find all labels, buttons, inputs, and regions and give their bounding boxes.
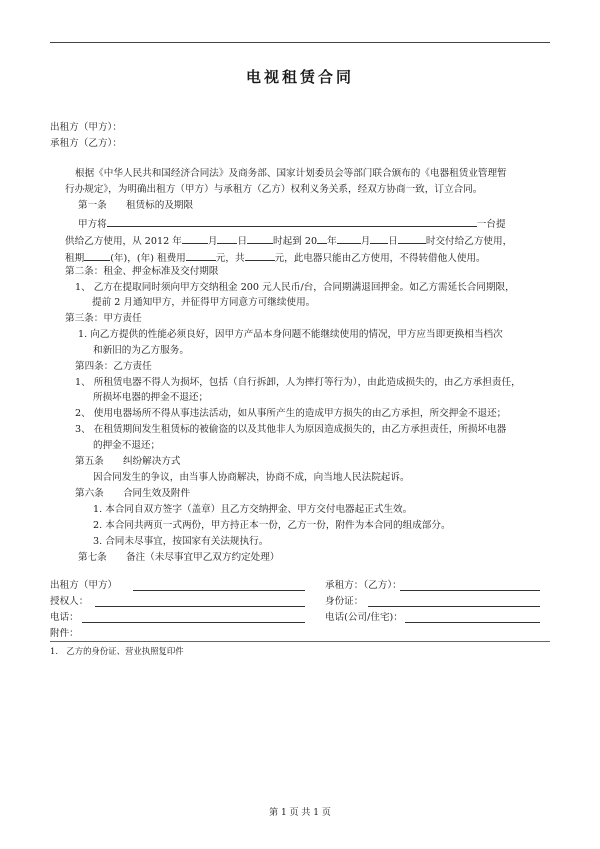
intro-line-1: 根据《中华人民共和国经济合同法》及商务部、国家计划委员会等部门联合颁布的《电器租赁业管理暂 xyxy=(75,168,507,179)
sig-lessee-line[interactable] xyxy=(400,590,540,591)
text-seg: 供给乙方使用，从 2012 年 xyxy=(65,236,182,247)
article-4-item-3-cont: 的押金不退还； xyxy=(93,440,161,451)
text-seg: 月 xyxy=(360,236,371,247)
article-6-heading: 第六条 合同生效及附件 xyxy=(75,488,191,499)
text-seg: 租期 xyxy=(65,253,85,264)
year-blank[interactable] xyxy=(317,233,327,244)
day-blank-2[interactable] xyxy=(370,233,388,244)
article-4-heading: 第四条：乙方责任 xyxy=(75,361,152,372)
month-blank[interactable] xyxy=(182,233,208,244)
article-1-line-3 xyxy=(65,250,486,265)
lessor-label: 出租方（甲方）： xyxy=(50,122,122,133)
article-3-item-1-cont: 和新旧的为乙方服务。 xyxy=(93,345,189,356)
hour-blank[interactable] xyxy=(247,233,273,244)
article-7-heading: 第七条 备注（未尽事宜甲乙双方约定处理） xyxy=(78,552,280,563)
text-seg: (年)，(年) 租费用 xyxy=(110,253,186,264)
text-seg: 时交付给乙方使用， xyxy=(425,236,513,247)
attachments-divider xyxy=(50,641,550,642)
article-1-line-2 xyxy=(65,233,512,248)
article-5-body: 因合同发生的争议，由当事人协商解决，协商不成，向当地人民法院起诉。 xyxy=(93,472,410,483)
article-1-heading: 第一条 租赁标的及期限 xyxy=(78,200,194,211)
article-3-item-1: 1. 向乙方提供的性能必须良好，因甲方产品本身问题不能继续使用的情况，甲方应当即更换相当档次 xyxy=(78,329,503,340)
text-seg: 元，共 xyxy=(215,253,245,264)
term-blank[interactable] xyxy=(84,250,110,261)
attachments-label: 附件： xyxy=(50,628,79,639)
article-1-line-1 xyxy=(78,216,548,231)
sig-agent-label: 授权人： xyxy=(50,596,89,607)
sig-lessor-label: 出租方（甲方） xyxy=(50,580,118,591)
article-1-line-1-end: 一台提 xyxy=(476,219,506,230)
text-seg: 时起到 20 xyxy=(273,236,318,247)
intro-line-2: 行办规定》，为明确出租方（甲方）与承租方（乙方）权利义务关系，经双方协商一致，订立合同。 xyxy=(65,184,483,195)
sig-agent-line[interactable] xyxy=(95,606,305,607)
sig-phone2-label: 电话(公司/住宅)： xyxy=(325,612,403,623)
article-4-item-2: 2、 使用电器场所不得从事违法活动，如从事所产生的造成甲方损失的由乙方承担，所交押金不退还； xyxy=(75,408,507,419)
lessee-label: 承租方（乙方）： xyxy=(50,138,122,149)
sig-id-label: 身份证： xyxy=(325,596,364,607)
article-4-item-1: 1、 所租赁电器不得人为损坏，包括（自行拆卸，人为摔打等行为），由此造成损失的，由乙方承担责任， xyxy=(75,377,521,388)
article-2-item-1-cont: 提前 2 月通知甲方，并征得甲方同意方可继续使用。 xyxy=(92,297,316,308)
month-blank-2[interactable] xyxy=(337,233,361,244)
text-seg: 元，此电器只能由乙方使用，不得转借他人使用。 xyxy=(274,253,486,264)
attachment-item-1: 1. 乙方的身份证、营业执照复印件 xyxy=(50,646,184,656)
top-rule xyxy=(50,42,550,43)
sig-phone-line[interactable] xyxy=(82,622,305,623)
sig-lessor-line[interactable] xyxy=(133,590,305,591)
sig-lessee-label: 承租方：（乙方）： xyxy=(325,580,402,591)
text-seg: 日 xyxy=(388,236,398,247)
item-blank[interactable] xyxy=(107,216,477,227)
article-4-item-3: 3、 在租赁期间发生租赁标的被偷盗的以及其他非人为原因造成损失的，由乙方承担责任，所损坏电器 xyxy=(75,424,507,435)
fee-blank[interactable] xyxy=(186,250,216,261)
total-blank[interactable] xyxy=(245,250,275,261)
article-5-heading: 第五条 纠纷解决方式 xyxy=(75,456,181,467)
article-1-line-1-start: 甲方将 xyxy=(78,219,107,230)
article-2-item-1: 1、 乙方在提取同时须向甲方交纳租金 200 元人民币/台，合同期满退回押金。如乙方需延长合同期限， xyxy=(75,282,515,293)
document-title: 电视租赁合同 xyxy=(245,68,354,86)
sig-phone2-line[interactable] xyxy=(405,622,540,623)
hour-blank-2[interactable] xyxy=(398,233,426,244)
article-6-item-1: 1. 本合同自双方签字（盖章）且乙方交纳押金、甲方交付电器起正式生效。 xyxy=(93,504,413,515)
article-6-item-3: 3. 合同未尽事宜，按国家有关法规执行。 xyxy=(93,536,269,547)
text-seg: 日 xyxy=(237,236,248,247)
text-seg: 月 xyxy=(207,236,218,247)
sig-id-line[interactable] xyxy=(368,606,540,607)
article-6-item-2: 2. 本合同共两页一式两份，甲方持正本一份，乙方一份，附件为本合同的组成部分。 xyxy=(93,520,451,531)
sig-phone-label: 电话： xyxy=(50,612,79,623)
text-seg: 年 xyxy=(327,236,337,247)
article-2-heading: 第二条：租金、押金标准及交付期限 xyxy=(65,266,219,277)
day-blank[interactable] xyxy=(217,233,237,244)
article-4-item-1-cont: 所损坏电器的押金不退还； xyxy=(93,392,209,403)
article-3-heading: 第三条：甲方责任 xyxy=(65,313,142,324)
page-footer: 第 1 页 共 1 页 xyxy=(269,808,331,818)
